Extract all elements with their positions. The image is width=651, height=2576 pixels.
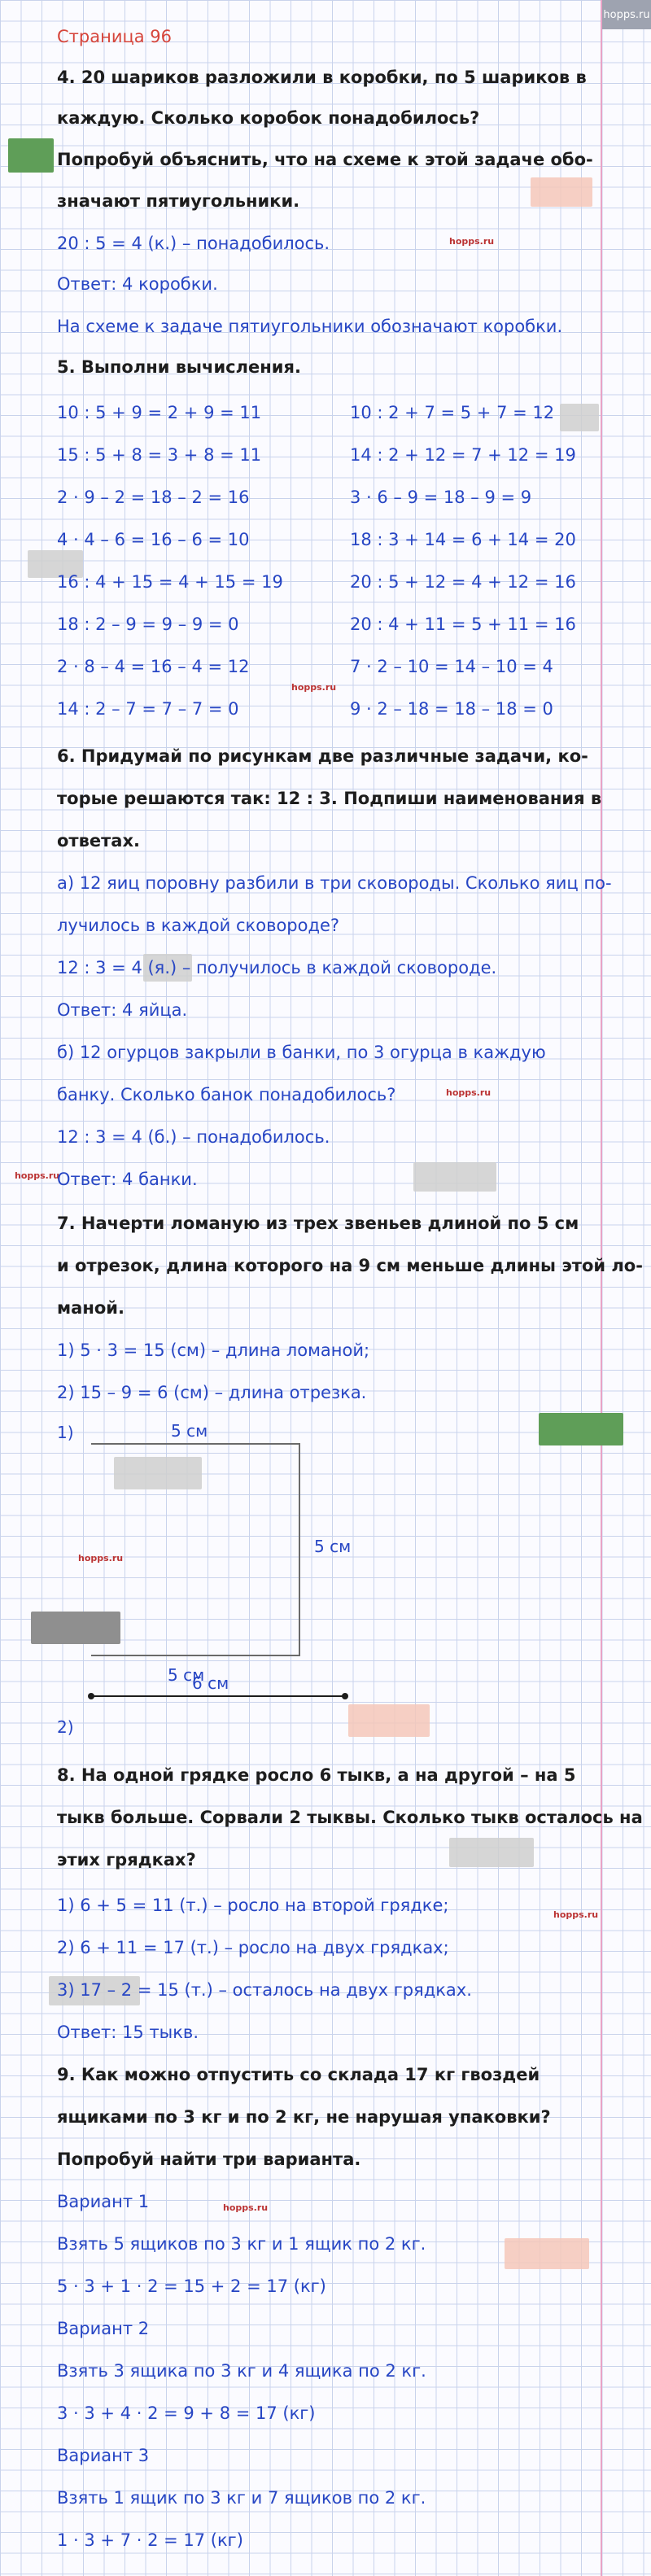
task4-text-1: 4. 20 шариков разложили в коробки, по 5 шариков в	[57, 68, 587, 87]
calc-row: 4 · 4 – 6 = 16 – 6 = 10	[57, 530, 250, 549]
task8-solution-3: 3) 17 – 2 = 15 (т.) – осталось на двух грядках.	[57, 1980, 472, 2000]
calc-row: 20 : 4 + 11 = 5 + 11 = 16	[350, 614, 576, 634]
variant-3-title: Вариант 3	[57, 2446, 150, 2465]
ad-badge	[505, 2238, 589, 2269]
ad-badge	[31, 1612, 120, 1644]
variant-2-text: Взять 3 ящика по 3 кг и 4 ящика по 2 кг.	[57, 2361, 426, 2381]
task6-text-3: ответах.	[57, 831, 140, 851]
variant-3-text: Взять 1 ящик по 3 кг и 7 ящиков по 2 кг.	[57, 2488, 426, 2508]
page-title: Страница 96	[57, 27, 173, 46]
site-watermark: hopps.ru	[449, 236, 495, 247]
variant-1-text: Взять 5 ящиков по 3 кг и 1 ящик по 2 кг.	[57, 2234, 426, 2254]
task4-solution: 20 : 5 = 4 (к.) – понадобилось.	[57, 234, 330, 253]
task8-solution-2: 2) 6 + 11 = 17 (т.) – росло на двух грядках;	[57, 1938, 449, 1957]
segment-label: 6 см	[192, 1673, 229, 1693]
ad-badge	[449, 1838, 534, 1867]
calc-row: 20 : 5 + 12 = 4 + 12 = 16	[350, 572, 576, 592]
calc-row: 15 : 5 + 8 = 3 + 8 = 11	[57, 445, 262, 465]
task6-a-text-1: а) 12 яиц поровну разбили в три сковороды. Сколько яиц по-	[57, 873, 612, 893]
calc-row: 14 : 2 – 7 = 7 – 7 = 0	[57, 699, 239, 719]
calc-row: 16 : 4 + 15 = 4 + 15 = 19	[57, 572, 283, 592]
calc-row: 2 · 8 – 4 = 16 – 4 = 12	[57, 657, 250, 676]
calc-row: 9 · 2 – 18 = 18 – 18 = 0	[350, 699, 553, 719]
ad-badge	[348, 1704, 430, 1737]
calc-row: 10 : 5 + 9 = 2 + 9 = 11	[57, 403, 262, 422]
task7-solution-2: 2) 15 – 9 = 6 (см) – длина отрезка.	[57, 1383, 367, 1402]
site-watermark: hopps.ru	[223, 2202, 269, 2213]
site-watermark: hopps.ru	[15, 1170, 60, 1181]
drawing-label-2: 2)	[57, 1717, 74, 1737]
site-logo: hopps.ru	[602, 0, 651, 29]
calc-row: 3 · 6 – 9 = 18 – 9 = 9	[350, 488, 532, 507]
task4-text-4: значают пятиугольники.	[57, 191, 300, 211]
task9-text-1: 9. Как можно отпустить со склада 17 кг гвоздей	[57, 2065, 540, 2084]
task7-text-1: 7. Начерти ломаную из трех звеньев длиной по 5 см	[57, 1214, 579, 1233]
task9-text-3: Попробуй найти три варианта.	[57, 2150, 361, 2169]
task8-text-1: 8. На одной грядке росло 6 тыкв, а на другой – на 5	[57, 1765, 576, 1785]
site-watermark: hopps.ru	[553, 1909, 599, 1920]
task6-b-answer: Ответ: 4 банки.	[57, 1170, 198, 1189]
task6-b-text-1: б) 12 огурцов закрыли в банки, по 3 огурца в каждую	[57, 1043, 546, 1062]
broken-line-right-label: 5 см	[314, 1537, 352, 1556]
broken-line-bottom-label: 5 см	[168, 1665, 205, 1685]
task4-text-3: Попробуй объяснить, что на схеме к этой задаче обо-	[57, 150, 593, 169]
variant-2-calc: 3 · 3 + 4 · 2 = 9 + 8 = 17 (кг)	[57, 2403, 316, 2423]
task8-answer: Ответ: 15 тыкв.	[57, 2023, 199, 2042]
variant-3-calc: 1 · 3 + 7 · 2 = 17 (кг)	[57, 2530, 243, 2550]
variant-2-title: Вариант 2	[57, 2319, 150, 2338]
task8-text-3: этих грядках?	[57, 1850, 196, 1870]
task6-text-1: 6. Придумай по рисункам две различные задачи, ко-	[57, 746, 588, 766]
drawing-label-1: 1)	[57, 1423, 74, 1442]
calc-row: 18 : 2 – 9 = 9 – 9 = 0	[57, 614, 239, 634]
calc-row: 10 : 2 + 7 = 5 + 7 = 12	[350, 403, 555, 422]
site-watermark: hopps.ru	[78, 1553, 124, 1564]
task4-answer: Ответ: 4 коробки.	[57, 274, 218, 294]
calc-row: 18 : 3 + 14 = 6 + 14 = 20	[350, 530, 576, 549]
task4-explanation: На схеме к задаче пятиугольники обозначают коробки.	[57, 317, 563, 336]
task7-solution-1: 1) 5 · 3 = 15 (см) – длина ломаной;	[57, 1340, 370, 1360]
calc-row: 2 · 9 – 2 = 18 – 2 = 16	[57, 488, 250, 507]
site-watermark: hopps.ru	[446, 1087, 492, 1098]
task9-text-2: ящиками по 3 кг и по 2 кг, не нарушая упаковки?	[57, 2107, 551, 2127]
segment-endpoint	[88, 1693, 94, 1699]
segment-endpoint	[342, 1693, 348, 1699]
ad-badge	[114, 1457, 202, 1489]
task7-text-2: и отрезок, длина которого на 9 см меньше длины этой ло-	[57, 1256, 643, 1275]
task7-text-3: маной.	[57, 1298, 125, 1318]
task5-text: 5. Выполни вычисления.	[57, 357, 301, 377]
task8-solution-1: 1) 6 + 5 = 11 (т.) – росло на второй грядке;	[57, 1896, 449, 1915]
task6-b-text-2: банку. Сколько банок понадобилось?	[57, 1085, 396, 1104]
task6-a-answer: Ответ: 4 яйца.	[57, 1000, 188, 1020]
task8-text-2: тыкв больше. Сорвали 2 тыквы. Сколько тыкв осталось на	[57, 1808, 643, 1827]
variant-1-calc: 5 · 3 + 1 · 2 = 15 + 2 = 17 (кг)	[57, 2276, 326, 2296]
task6-a-solution: 12 : 3 = 4 (я.) – получилось в каждой сковороде.	[57, 958, 497, 977]
task6-b-solution: 12 : 3 = 4 (б.) – понадобилось.	[57, 1127, 330, 1147]
task4-text-2: каждую. Сколько коробок понадобилось?	[57, 108, 480, 128]
calc-row: 7 · 2 – 10 = 14 – 10 = 4	[350, 657, 553, 676]
broken-line-top-label: 5 см	[171, 1421, 208, 1441]
variant-1-title: Вариант 1	[57, 2192, 150, 2211]
site-watermark: hopps.ru	[291, 682, 337, 693]
task6-a-text-2: лучилось в каждой сковороде?	[57, 916, 340, 935]
calc-row: 14 : 2 + 12 = 7 + 12 = 19	[350, 445, 576, 465]
task6-text-2: торые решаются так: 12 : 3. Подпиши наименования в	[57, 789, 602, 808]
